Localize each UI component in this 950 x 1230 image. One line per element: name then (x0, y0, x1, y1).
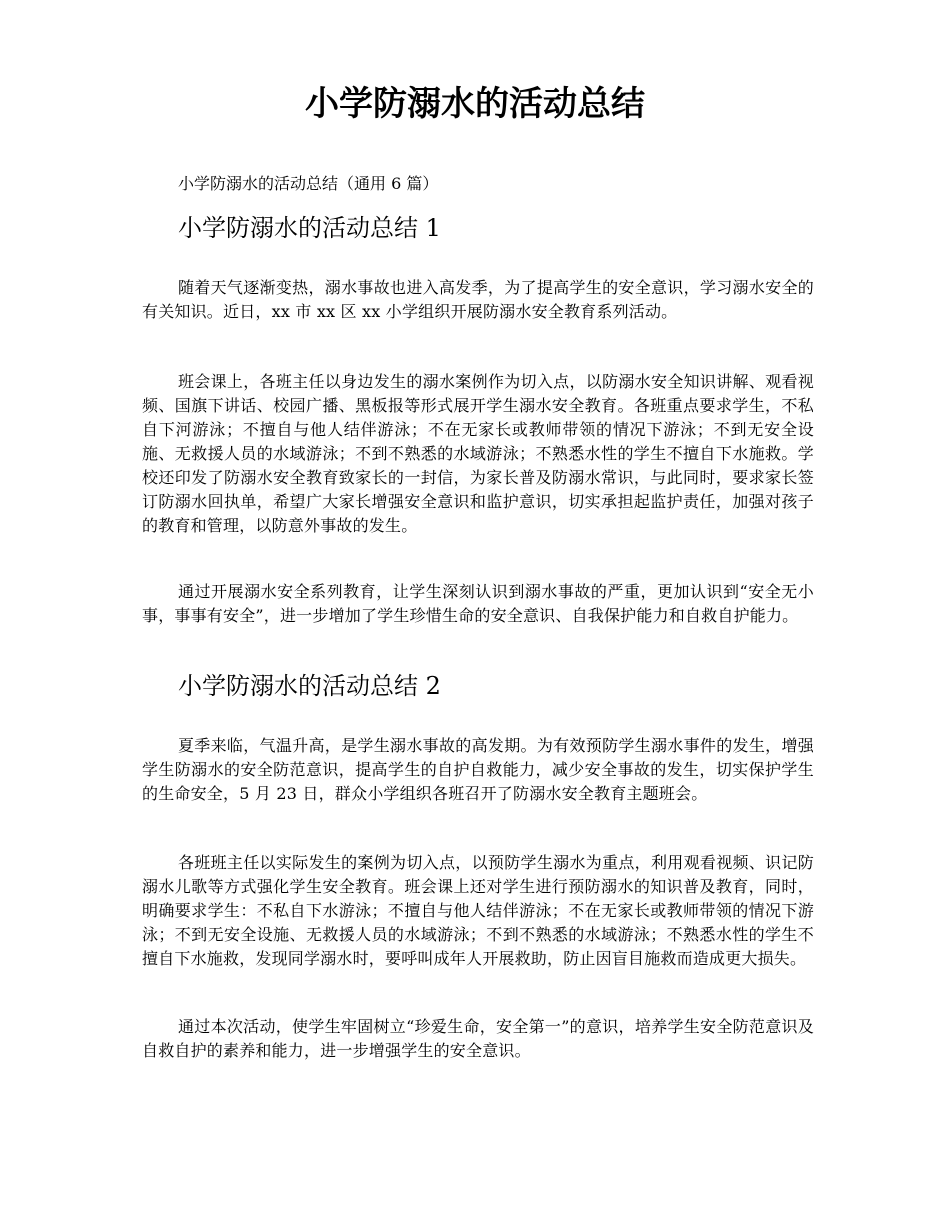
section-2-heading: 小学防溺水的活动总结 2 (178, 672, 441, 700)
section-1-heading: 小学防溺水的活动总结 1 (178, 214, 441, 242)
document-subtitle: 小学防溺水的活动总结（通用 6 篇） (178, 174, 439, 193)
document-title: 小学防溺水的活动总结 (305, 84, 645, 124)
section-1-paragraph-2: 班会课上，各班主任以身边发生的溺水案例作为切入点，以防溺水安全知识讲解、观看视频、国旗下讲话、校园广播、黑板报等形式展开学生溺水安全教育。各班重点要求学生，不私自下河游泳；不擅自与他人结伴游泳；不在无家长或教师带领的情况下游泳；不到无安全设施、无救援人员的水域游泳；不到不熟悉的水域游泳；不熟悉水性的学生不擅自下水施救。学校还印发了防溺水安全教育致家长的一封信，为家长普及防溺水常识，与此同时，要求家长签订防溺水回执单，希望广大家长增强安全意识和监护意识，切实承担起监护责任，加强对孩子的教育和管理，以防意外事故的发生。 (142, 372, 814, 535)
section-2-paragraph-2: 各班班主任以实际发生的案例为切入点，以预防学生溺水为重点，利用观看视频、识记防溺水儿歌等方式强化学生安全教育。班会课上还对学生进行预防溺水的知识普及教育，同时，明确要求学生：不私自下水游泳；不擅自与他人结伴游泳；不在无家长或教师带领的情况下游泳；不到无安全设施、无救援人员的水域游泳；不到不熟悉的水域游泳；不熟悉水性的学生不擅自下水施救，发现同学溺水时，要呼叫成年人开展救助，防止因盲目施救而造成更大损失。 (142, 853, 814, 968)
section-2-paragraph-1: 夏季来临，气温升高，是学生溺水事故的高发期。为有效预防学生溺水事件的发生，增强学生防溺水的安全防范意识，提高学生的自护自救能力，减少安全事故的发生，切实保护学生的生命安全，5 月 23 日，群众小学组织各班召开了防溺水安全教育主题班会。 (142, 736, 814, 803)
section-1-paragraph-1: 随着天气逐渐变热，溺水事故也进入高发季，为了提高学生的安全意识，学习溺水安全的有关知识。近日，xx 市 xx 区 xx 小学组织开展防溺水安全教育系列活动。 (142, 278, 814, 321)
section-2-paragraph-3: 通过本次活动，使学生牢固树立“珍爱生命，安全第一”的意识，培养学生安全防范意识及自救自护的素养和能力，进一步增强学生的安全意识。 (142, 1017, 814, 1060)
section-1-paragraph-3: 通过开展溺水安全系列教育，让学生深刻认识到溺水事故的严重，更加认识到“安全无小事，事事有安全”，进一步增加了学生珍惜生命的安全意识、自我保护能力和自救自护能力。 (142, 582, 814, 625)
